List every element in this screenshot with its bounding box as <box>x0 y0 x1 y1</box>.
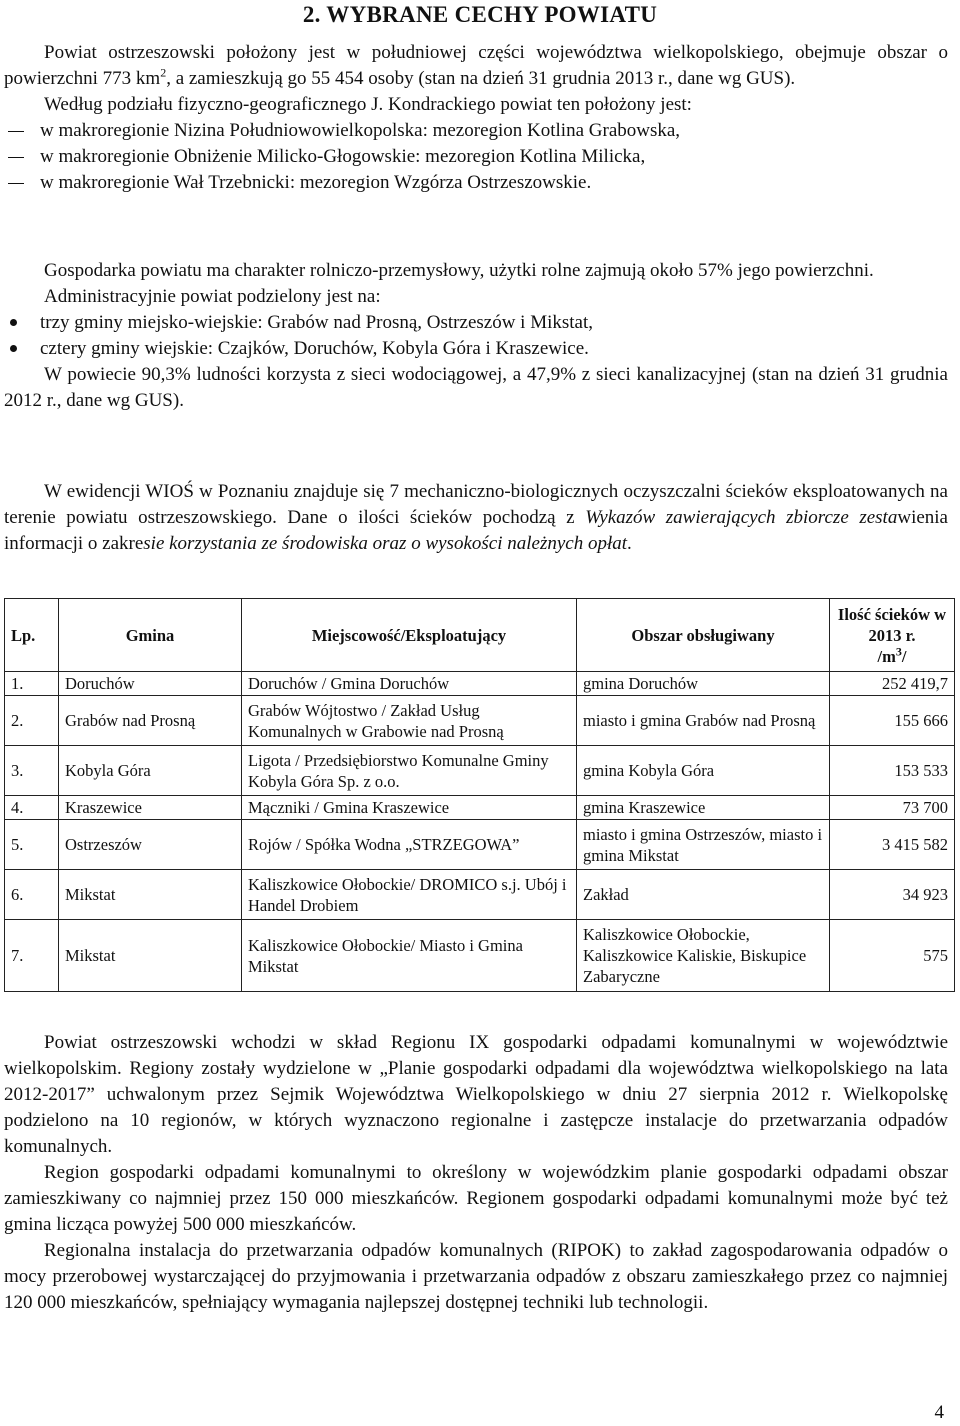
cell-ilosc: 575 <box>830 920 955 992</box>
commune-list-item <box>4 336 948 362</box>
commune-text: cztery gminy wiejskie: Czajków, Doruchów, Kobyla Góra i Kraszewice. <box>40 338 589 359</box>
economy-paragraph: Gospodarka powiatu ma charakter rolniczo-przemysłowy, użytki rolne zajmują około 57% jego powierzchni. <box>44 260 874 281</box>
cell-ilosc: 155 666 <box>830 696 955 746</box>
bullet-icon <box>10 319 17 326</box>
wios-text-a: W ewidencji WIOŚ w Poznaniu znajduje się 7 mechaniczno-biologicznych oczyszczalni ścieków eksploatowanych na terenie powiatu ostrzeszowskiego. Dane o ilości ścieków pochodzą z <box>4 481 948 528</box>
region-list-item <box>4 170 948 196</box>
cell-obszar: Kaliszkowice Ołobockie, Kaliszkowice Kaliskie, Biskupice Zabaryczne <box>577 920 830 992</box>
cell-miejscowosc: Kaliszkowice Ołobockie/ Miasto i Gmina Mikstat <box>242 920 577 992</box>
cell-obszar: miasto i gmina Grabów nad Prosną <box>577 696 830 746</box>
water-supply-paragraph: W powiecie 90,3% ludności korzysta z sieci wodociągowej, a 47,9% z sieci kanalizacyjnej (stan na dzień 31 grudnia 2012 r., dane wg GUS). <box>4 364 948 411</box>
dash-icon <box>8 131 24 132</box>
header-ilosc-sup: 3 <box>895 644 902 658</box>
intro-section <box>4 40 948 196</box>
cell-lp: 4. <box>5 796 59 820</box>
wios-text-c: wienia informacji o zakre <box>4 507 948 554</box>
region-paragraph-2: Region gospodarki odpadami komunalnymi to określony w wojewódzkim planie gospodarki odpadami obszar zamieszkiwany co najmniej przez 150 000 mieszkańców. Regionem gospodarki odpadami komunalnymi może być też gmina licząca powyżej 500 000 mieszkańców. <box>4 1162 948 1235</box>
cell-obszar: gmina Kraszewice <box>577 796 830 820</box>
table-row <box>5 672 955 696</box>
header-obszar: Obszar obsługiwany <box>577 599 830 672</box>
table-row <box>5 746 955 796</box>
table-row <box>5 696 955 746</box>
wios-section <box>4 479 948 557</box>
region-text: w makroregionie Obniżenie Milicko-Głogowskie: mezoregion Kotlina Milicka, <box>40 146 646 167</box>
header-ilosc-unit: /m <box>877 646 896 666</box>
cell-obszar: miasto i gmina Ostrzeszów, miasto i gmina Mikstat <box>577 820 830 870</box>
economy-section <box>4 258 948 414</box>
wios-text-b: Wykazów zawierających zbiorcze zesta <box>585 507 898 528</box>
cell-gmina: Mikstat <box>59 870 242 920</box>
section-heading: 2. WYBRANE CECHY POWIATU <box>302 2 658 27</box>
wios-text-d: sie korzystania ze środowiska oraz o wysokości należnych opłat <box>143 533 628 554</box>
header-gmina: Gmina <box>59 599 242 672</box>
cell-lp: 3. <box>5 746 59 796</box>
wastewater-table <box>4 598 955 992</box>
table-row <box>5 820 955 870</box>
waste-region-section <box>4 1030 948 1316</box>
cell-gmina: Doruchów <box>59 672 242 696</box>
administration-paragraph: Administracyjnie powiat podzielony jest na: <box>44 286 381 307</box>
cell-gmina: Grabów nad Prosną <box>59 696 242 746</box>
header-ilosc-unit-end: / <box>901 646 907 666</box>
header-ilosc <box>830 599 955 672</box>
cell-gmina: Ostrzeszów <box>59 820 242 870</box>
cell-ilosc: 3 415 582 <box>830 820 955 870</box>
cell-lp: 5. <box>5 820 59 870</box>
region-paragraph-3: Regionalna instalacja do przetwarzania odpadów komunalnych (RIPOK) to zakład zagospodarowania odpadów o mocy przerobowej wystarczającej do przyjmowania i przetwarzania odpadów z obszaru zamieszkałego przez co najmniej 120 000 mieszkańców, spełniający wymagania najlepszej dostępnej techniki lub technologii. <box>4 1240 948 1313</box>
cell-miejscowosc: Rojów / Spółka Wodna „STRZEGOWA” <box>242 820 577 870</box>
cell-ilosc: 34 923 <box>830 870 955 920</box>
cell-miejscowosc: Kaliszkowice Ołobockie/ DROMICO s.j. Ubój i Handel Drobiem <box>242 870 577 920</box>
intro-paragraph <box>4 40 948 92</box>
cell-miejscowosc: Grabów Wójtostwo / Zakład Usług Komunalnych w Grabowie nad Prosną <box>242 696 577 746</box>
region-list-item <box>4 144 948 170</box>
cell-ilosc: 153 533 <box>830 746 955 796</box>
cell-miejscowosc: Ligota / Przedsiębiorstwo Komunalne Gminy Kobyla Góra Sp. z o.o. <box>242 746 577 796</box>
region-paragraph-1: Powiat ostrzeszowski wchodzi w skład Regionu IX gospodarki odpadami komunalnymi w województwie wielkopolskim. Regiony zostały wydzielone w „Planie gospodarki odpadami dla województwa wielkopolskiego na lata 2012-2017” uchwalonym przez Sejmik Województwa Wielkopolskiego w dniu 27 sierpnia 2012 r. Wielkopolskę podzielono na 10 regionów, w których wyznaczono regionalne i zastępcze instalacje do przetwarzania odpadów komunalnych. <box>4 1032 948 1157</box>
cell-lp: 7. <box>5 920 59 992</box>
cell-obszar: Zakład <box>577 870 830 920</box>
commune-text: trzy gminy miejsko-wiejskie: Grabów nad Prosną, Ostrzeszów i Mikstat, <box>40 312 594 333</box>
cell-gmina: Kobyla Góra <box>59 746 242 796</box>
dash-icon <box>8 183 24 184</box>
region-list-item <box>4 118 948 144</box>
cell-miejscowosc: Doruchów / Gmina Doruchów <box>242 672 577 696</box>
bullet-icon <box>10 345 17 352</box>
cell-obszar: gmina Doruchów <box>577 672 830 696</box>
table-row <box>5 796 955 820</box>
cell-ilosc: 252 419,7 <box>830 672 955 696</box>
wios-text-e: . <box>627 533 632 554</box>
geo-division-paragraph: Według podziału fizyczno-geograficznego J. Kondrackiego powiat ten położony jest: <box>44 94 692 115</box>
region-text: w makroregionie Nizina Południowowielkopolska: mezoregion Kotlina Grabowska, <box>40 120 681 141</box>
cell-miejscowosc: Mączniki / Gmina Kraszewice <box>242 796 577 820</box>
cell-lp: 6. <box>5 870 59 920</box>
header-ilosc-text: Ilość ścieków w 2013 r. <box>837 604 947 645</box>
region-text: w makroregionie Wał Trzebnicki: mezoregion Wzgórza Ostrzeszowskie. <box>40 172 592 193</box>
intro-text-1: Powiat ostrzeszowski położony jest w południowej części województwa wielkopolskiego, obejmuje obszar o powierzchni 773 km <box>4 42 948 89</box>
cell-gmina: Mikstat <box>59 920 242 992</box>
wios-paragraph <box>4 479 948 557</box>
area-unit-superscript: 2 <box>160 65 167 80</box>
header-lp: Lp. <box>5 599 59 672</box>
cell-lp: 1. <box>5 672 59 696</box>
cell-gmina: Kraszewice <box>59 796 242 820</box>
commune-list-item <box>4 310 948 336</box>
cell-obszar: gmina Kobyla Góra <box>577 746 830 796</box>
dash-icon <box>8 157 24 158</box>
table-row <box>5 920 955 992</box>
header-miejscowosc: Miejscowość/Eksploatujący <box>242 599 577 672</box>
intro-text-2: , a zamieszkują go 55 454 osoby (stan na dzień 31 grudnia 2013 r., dane wg GUS). <box>166 68 796 89</box>
page-number: 4 <box>934 1402 944 1423</box>
cell-lp: 2. <box>5 696 59 746</box>
cell-ilosc: 73 700 <box>830 796 955 820</box>
table-header-row <box>5 599 955 672</box>
table-row <box>5 870 955 920</box>
